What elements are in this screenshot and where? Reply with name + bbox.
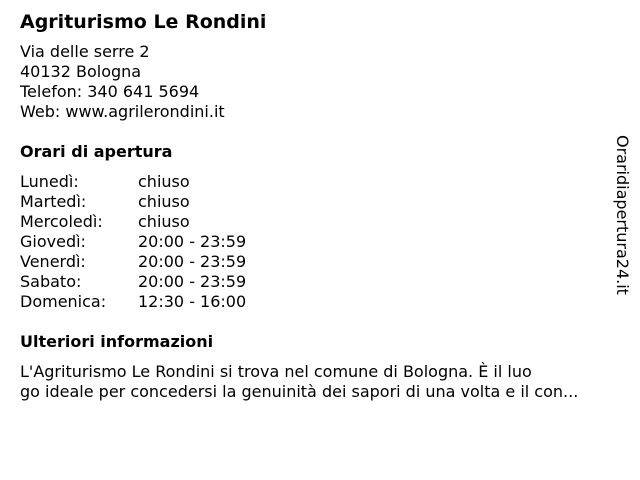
info-description <box>20 362 626 402</box>
day-label: Lunedì: <box>20 172 79 191</box>
contact-block <box>20 42 616 122</box>
opening-time: 20:00 - 23:59 <box>138 252 247 271</box>
info-line: go ideale per concedersi la genuinità dei sapori di una volta e il con... <box>20 382 579 401</box>
hours-title: Orari di apertura <box>20 142 173 161</box>
hours-row <box>20 172 616 192</box>
business-name: Agriturismo Le Rondini <box>20 11 267 33</box>
opening-time: chiuso <box>138 212 190 231</box>
hours-row <box>20 232 616 252</box>
phone-number[interactable]: 340 641 5694 <box>87 82 200 101</box>
day-label: Venerdì: <box>20 252 86 271</box>
web-label: Web: <box>20 102 61 121</box>
info-line: L'Agriturismo Le Rondini si trova nel comune di Bologna. È il luo <box>20 362 532 381</box>
info-title: Ulteriori informazioni <box>20 332 214 351</box>
website-link[interactable]: www.agrilerondini.it <box>65 102 225 121</box>
day-label: Domenica: <box>20 292 107 311</box>
opening-time: chiuso <box>138 172 190 191</box>
hours-table <box>20 172 616 312</box>
web-line <box>20 102 616 122</box>
hours-row <box>20 212 616 232</box>
watermark-text: Oraridiapertura24.it <box>613 135 632 295</box>
opening-time: 20:00 - 23:59 <box>138 232 247 251</box>
address-street: Via delle serre 2 <box>20 42 150 61</box>
day-label: Sabato: <box>20 272 82 291</box>
opening-time: 20:00 - 23:59 <box>138 272 247 291</box>
phone-label: Telefon: <box>20 82 83 101</box>
hours-row <box>20 192 616 212</box>
hours-row <box>20 252 616 272</box>
day-label: Mercoledì: <box>20 212 103 231</box>
business-listing <box>20 10 616 402</box>
hours-row <box>20 292 616 312</box>
day-label: Giovedì: <box>20 232 86 251</box>
watermark <box>612 135 632 311</box>
day-label: Martedì: <box>20 192 87 211</box>
address-city: 40132 Bologna <box>20 62 142 81</box>
opening-time: chiuso <box>138 192 190 211</box>
opening-time: 12:30 - 16:00 <box>138 292 247 311</box>
hours-row <box>20 272 616 292</box>
phone-line <box>20 82 616 102</box>
